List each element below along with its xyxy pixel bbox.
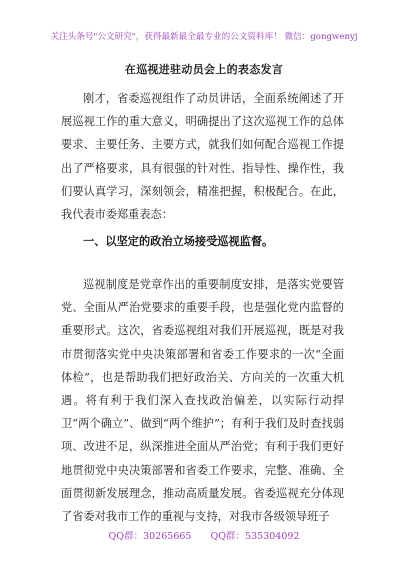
footer-qq-group-2: QQ群：535304092 (210, 531, 300, 542)
section-1-paragraph: 巡视制度是党章作出的重要制度安排，是落实党要管党、全面从严治党要求的重要手段，也是强化党内监督的重要形式。这次，省委巡视组对我们开展巡视，既是对我市贯彻落实党中央决策部署和省委工作要求的一次“全面体检”，也是帮助我们把好政治关、方向关的一次重大机遇。将有利于我们深入查找政治偏差，以实际行动捍卫“两个确立”、做到“两个维护”；有利于我们及时查找弱项、改进不足，纵深推进全面从严治党；有利于我们更好地贯彻党中央决策部署和省委工作要求，完整、准确、全面贯彻新发展理念，推动高质量发展。省委巡视充分体现了省委对我市工作的重视与支持，对我市各级领导班子 (61, 278, 344, 524)
footer-contact (0, 528, 408, 542)
header-promo-note: 关注头条号"公文研究"，获得最新最全最专业的公文资料库！ 微信：gongwenyj (50, 32, 358, 42)
document-title: 在巡视进驻动员会上的表态发言 (124, 63, 284, 76)
footer-qq-group-1: QQ群：30265665 (108, 531, 192, 542)
section-heading-1: 一、以坚定的政治立场接受巡视监督。 (83, 234, 274, 248)
intro-paragraph: 刚才，省委巡视组作了动员讲话，全面系统阐述了开展巡视工作的重大意义，明确提出了这次巡视工作的总体要求、主要任务、主要方式，就我们如何配合巡视工作提出了严格要求，具有很强的针对性、指导性、操作性，我们要认真学习，深刻领会，精准把握，积极配合。在此，我代表市委郑重表态： (61, 92, 344, 222)
